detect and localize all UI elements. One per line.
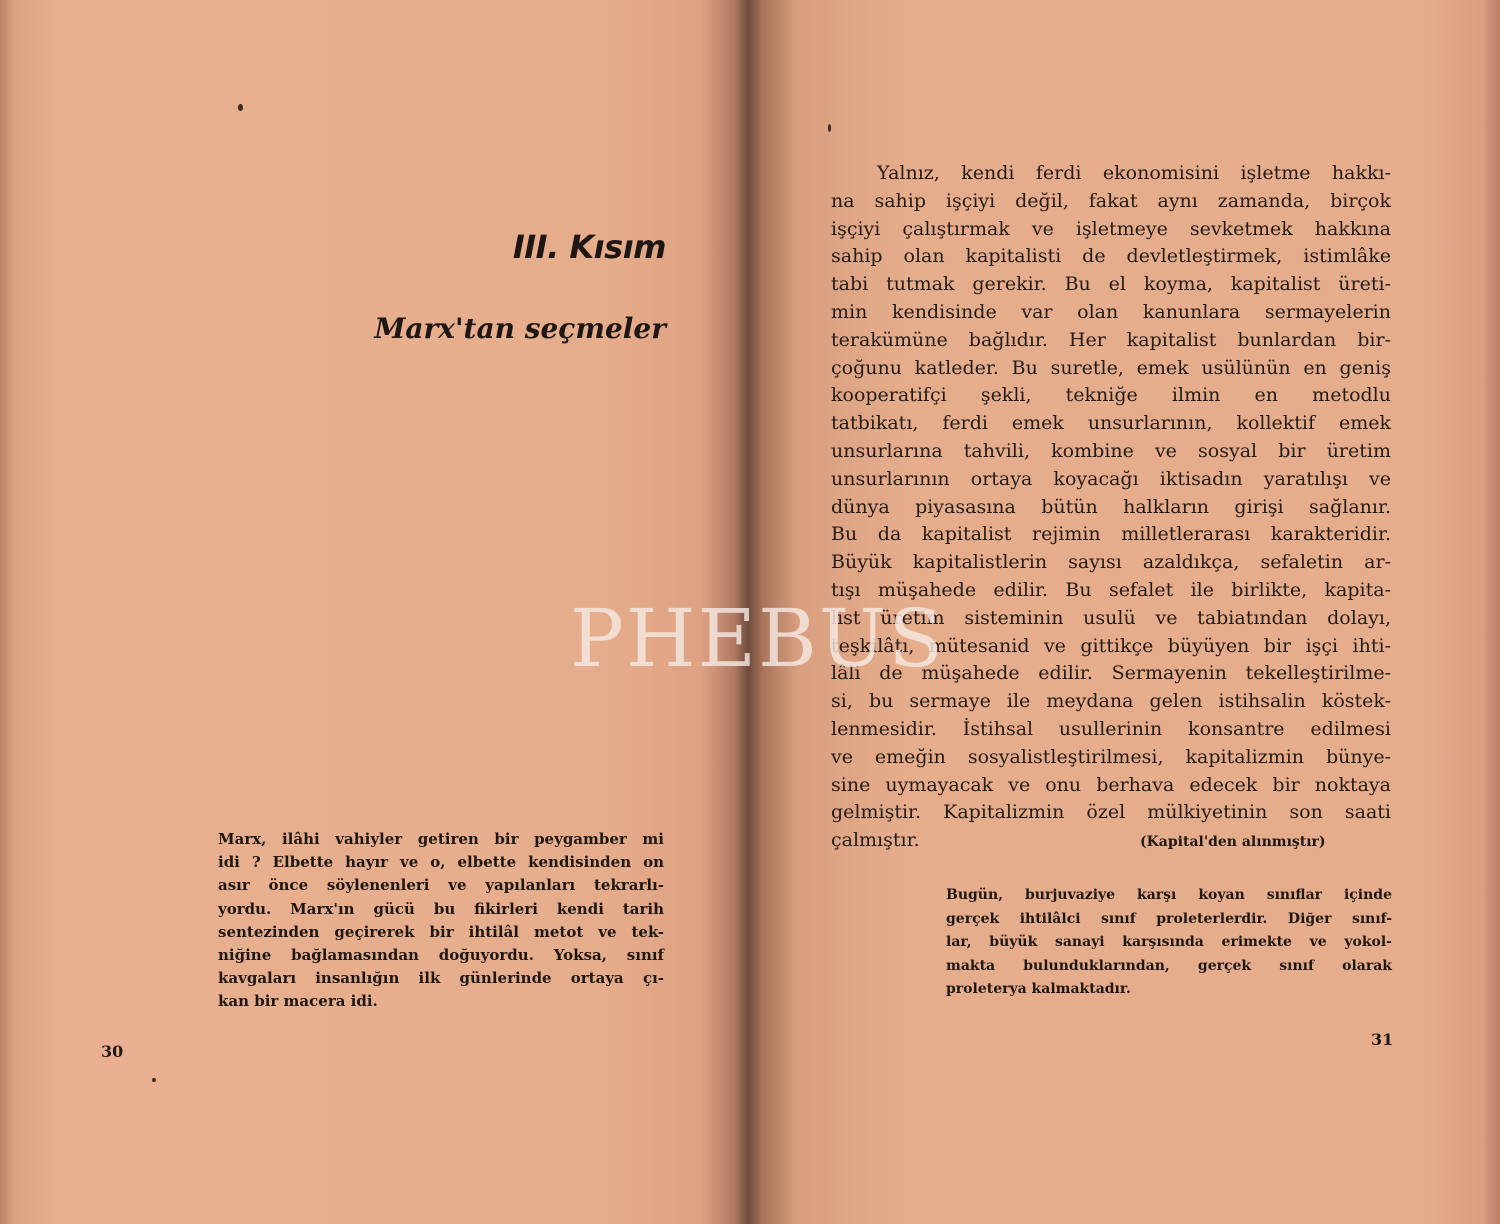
body-line: min kendisinde var olan kanunlara sermayelerin	[831, 300, 1391, 323]
left-quote-line: Marx, ilâhi vahiyler getiren bir peygamber mi	[218, 830, 664, 848]
part-heading: III. Kısım	[512, 228, 666, 266]
page-number-left: 30	[101, 1042, 124, 1061]
source-citation: (Kapital'den alınmıştır)	[1140, 834, 1326, 850]
body-line: tabi tutmak gerekir. Bu el koyma, kapitalist üreti-	[831, 273, 1391, 296]
right-quote-line: makta bulunduklarından, gerçek sınıf olarak	[946, 957, 1392, 974]
left-quote-line: asır önce söylenenleri ve yapılanları tekrarlı-	[218, 876, 664, 895]
body-line: si, bu sermaye ile meydana gelen istihsalin köstek-	[831, 690, 1391, 713]
body-line: sahip olan kapitalisti de devletleştirmek, istimlâke	[831, 245, 1391, 268]
right-quote-line: gerçek ihtilâlci sınıf proleterlerdir. Diğer sınıf-	[946, 910, 1392, 927]
body-line: çoğunu katleder. Bu suretle, emek usülünün en geniş	[831, 356, 1391, 379]
right-quote	[946, 884, 1392, 1002]
body-line: Büyük kapitalistlerin sayısı azaldıkça, sefaletin ar-	[831, 551, 1391, 574]
body-line: tışı müşahede edilir. Bu sefalet ile birlikte, kapita-	[831, 578, 1391, 601]
body-line: kooperatifçi şekli, tekniğe ilmin en metodlu	[831, 384, 1391, 407]
body-line: çalmıştır.	[831, 829, 920, 852]
body-line: unsurlarına tahvili, kombine ve sosyal bir üretim	[831, 439, 1391, 462]
left-quote-line: idi ? Elbette hayır ve o, elbette kendisinden on	[218, 853, 664, 872]
body-text	[831, 160, 1391, 855]
left-quote-line: niğine bağlamasından doğuyordu. Yoksa, sınıf	[218, 946, 664, 965]
left-quote-line: yordu. Marx'ın gücü bu fikirleri kendi tarih	[218, 899, 664, 918]
paper-speck	[238, 104, 243, 111]
left-quote-line: kavgaları insanlığın ilk günlerinde ortaya çı-	[218, 969, 664, 988]
body-line: unsurlarının ortaya koyacağı iktisadın yaratılışı ve	[831, 467, 1391, 490]
left-quote	[218, 828, 664, 1014]
body-line: terakümüne bağlıdır. Her kapitalist bunlardan bir-	[831, 328, 1391, 351]
body-line: dünya piyasasına bütün halkların girişi sağlanır.	[831, 495, 1391, 518]
body-line: ve emeğin sosyalistleştirilmesi, kapitalizmin bünye-	[831, 745, 1391, 768]
right-quote-line: lar, büyük sanayi karşısında erimekte ve yokol-	[946, 934, 1392, 950]
left-quote-line: kan bir macera idi.	[218, 992, 378, 1011]
body-line: Yalnız, kendi ferdi ekonomisini işletme hakkı-	[877, 162, 1391, 184]
body-line: sine uymayacak ve onu berhava edecek bir noktaya	[831, 773, 1391, 796]
paper-speck	[152, 1078, 156, 1082]
body-line: list üretim sisteminin usulü ve tabiatından dolayı,	[831, 606, 1391, 629]
right-quote-line: Bugün, burjuvaziye karşı koyan sınıflar içinde	[946, 887, 1392, 903]
body-line: gelmiştir. Kapitalizmin özel mülkiyetinin son saati	[831, 801, 1391, 824]
right-quote-line: proleterya kalmaktadır.	[946, 981, 1131, 997]
section-title: Marx'tan seçmeler	[374, 312, 666, 345]
left-quote-line: sentezinden geçirerek bir ihtilâl metot ve tek-	[218, 922, 664, 941]
paper-speck	[828, 124, 831, 132]
watermark: PHEBUS	[570, 592, 946, 685]
body-line: lenmesidir. İstihsal usullerinin konsantre edilmesi	[831, 717, 1391, 740]
page-number-right: 31	[1371, 1030, 1394, 1049]
body-line: na sahip işçiyi değil, fakat aynı zamanda, birçok	[831, 189, 1391, 212]
body-line: lâli de müşahede edilir. Sermayenin tekelleştirilme-	[831, 662, 1391, 685]
body-line: tatbikatı, ferdi emek unsurlarının, kollektif emek	[831, 412, 1391, 435]
body-line: Bu da kapitalist rejimin milletlerarası karakteridir.	[831, 523, 1391, 546]
body-line: teşkilâtı, mütesanid ve gittikçe büyüyen bir işçi ihti-	[831, 634, 1391, 657]
body-line: işçiyi çalıştırmak ve işletmeye sevketmek hakkına	[831, 217, 1391, 240]
